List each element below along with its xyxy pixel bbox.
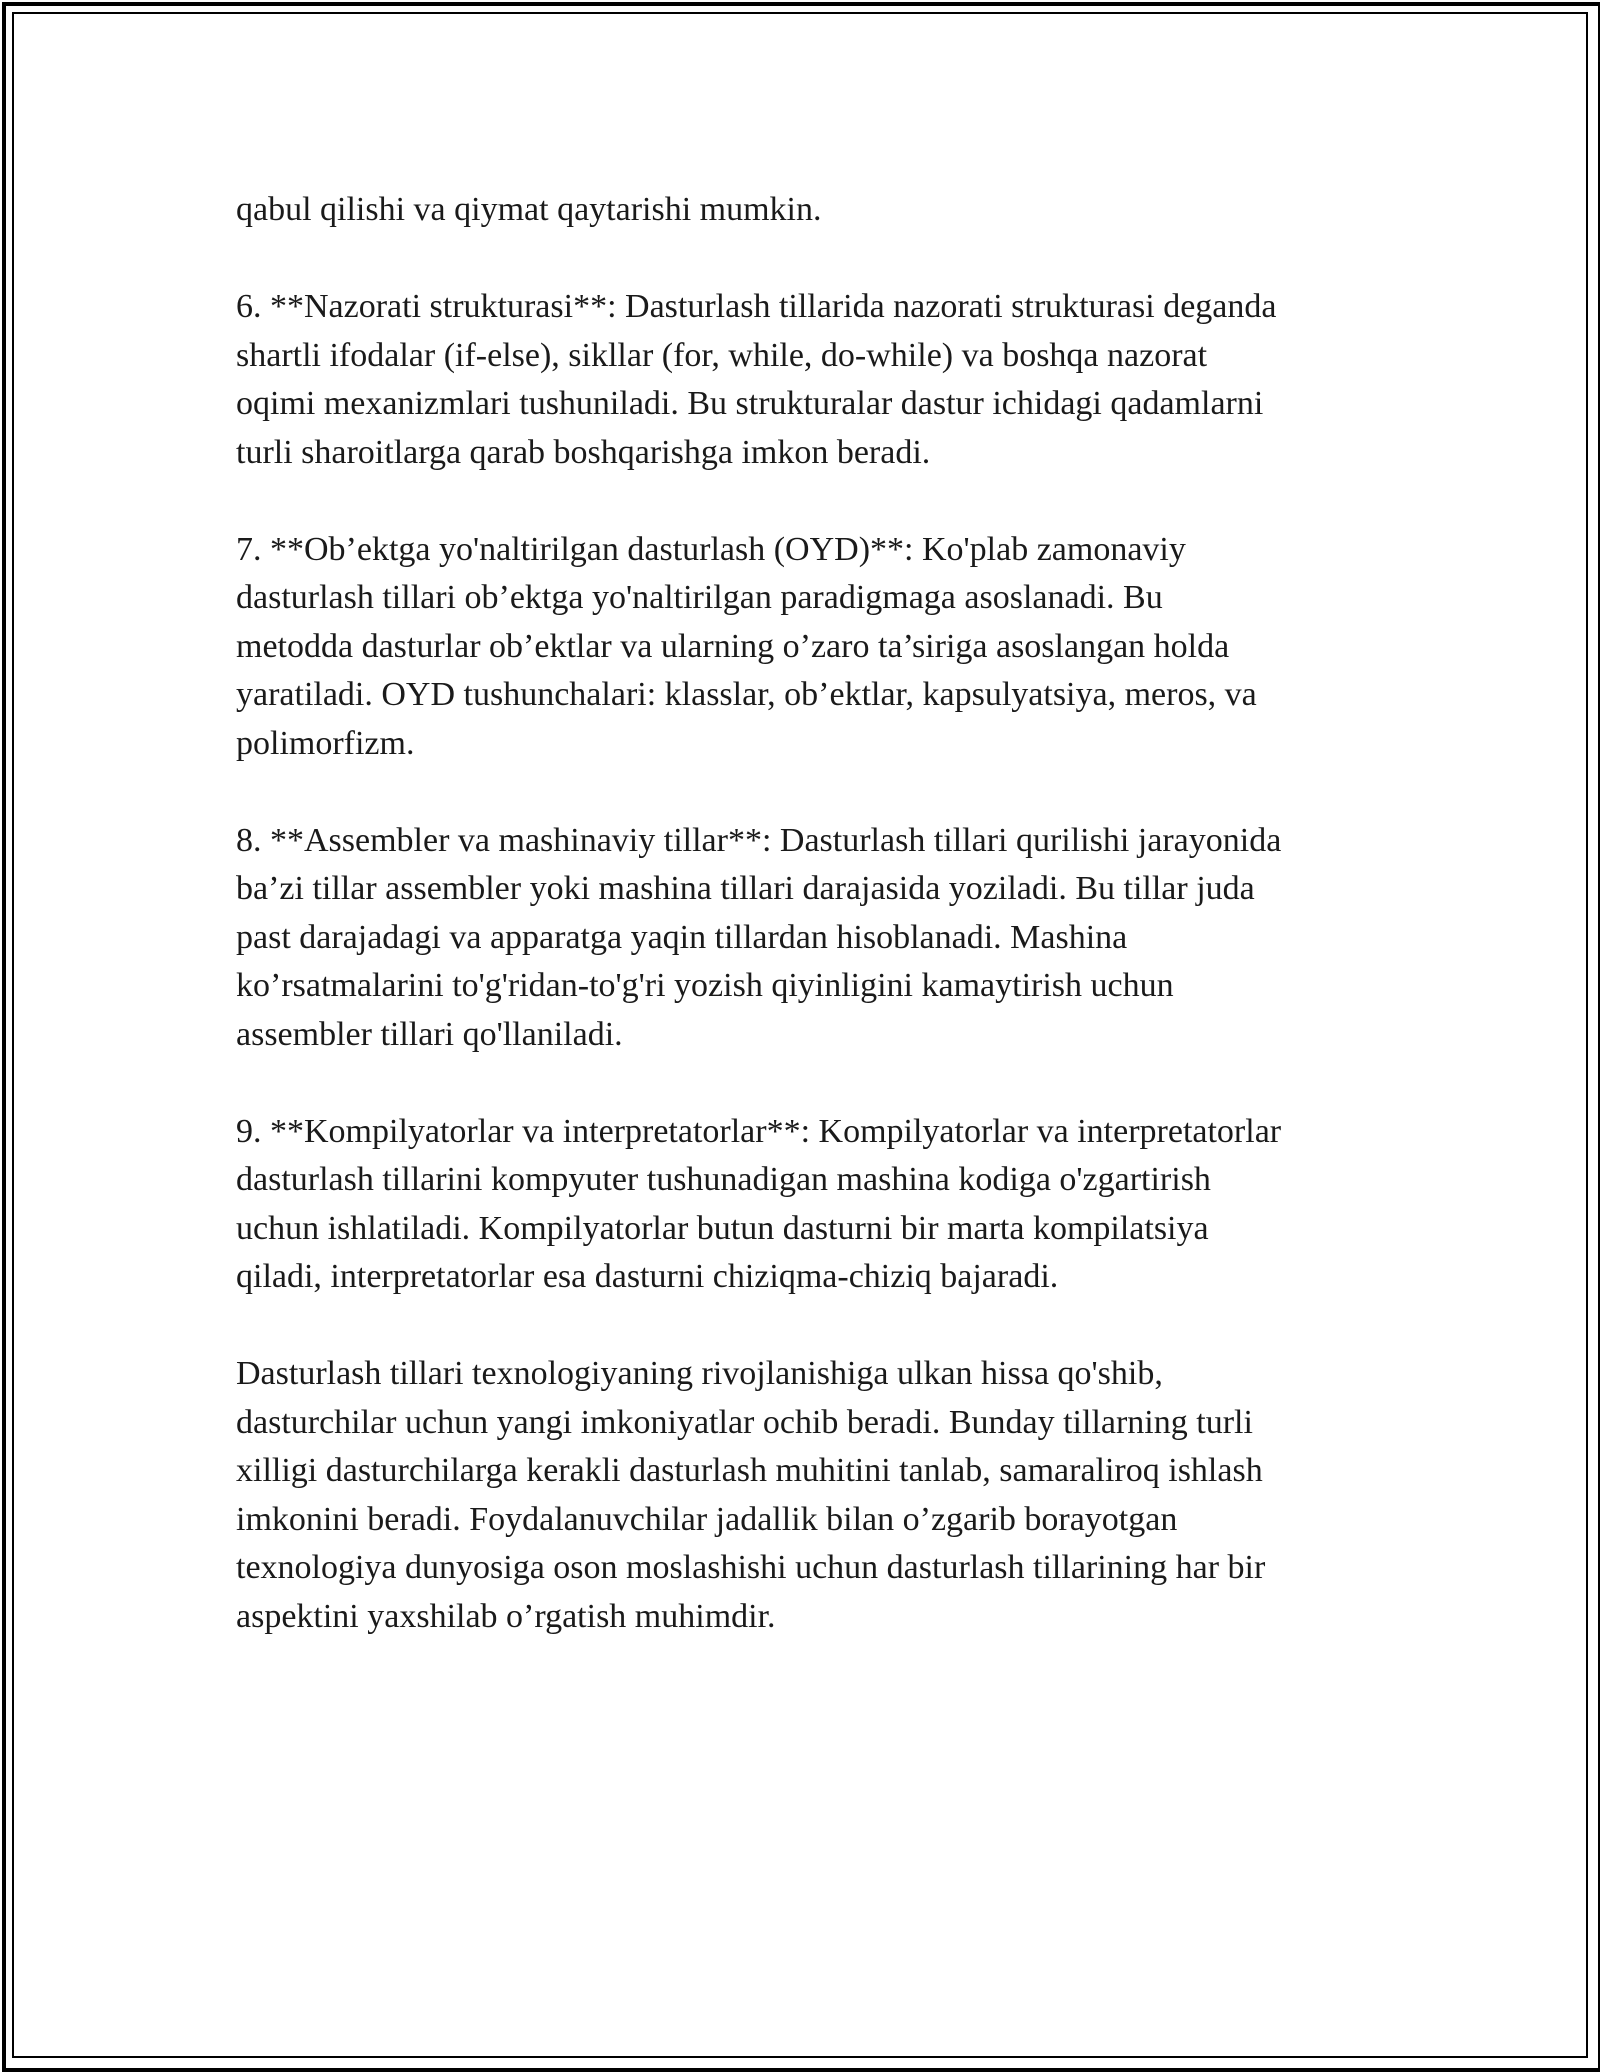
paragraph-item-6 xyxy=(236,283,1374,477)
text-line: qabul qilishi va qiymat qaytarishi mumkin. xyxy=(236,191,822,228)
text-line: xilligi dasturchilarga kerakli dasturlash muhitini tanlab, samaraliroq ishlash xyxy=(236,1452,1263,1489)
text-line: 8. **Assembler va mashinaviy tillar**: Dasturlash tillari qurilishi jarayonida xyxy=(236,821,1282,859)
text-line: polimorfizm. xyxy=(236,724,415,762)
text-line: assembler tillari qo'llaniladi. xyxy=(236,1015,623,1053)
text-line: 7. **Ob’ektga yo'naltirilgan dasturlash (OYD)**: Ko'plab zamonaviy xyxy=(236,530,1186,568)
text-line: imkonini beradi. Foydalanuvchilar jadallik bilan o’zgarib borayotgan xyxy=(236,1500,1178,1538)
text-line: 9. **Kompilyatorlar va interpretatorlar**: Kompilyatorlar va interpretatorlar xyxy=(236,1112,1282,1150)
text-line: oqimi mexanizmlari tushuniladi. Bu strukturalar dastur ichidagi qadamlarni xyxy=(236,385,1264,422)
paragraph-continuation xyxy=(236,186,1374,235)
text-line: ko’rsatmalarini to'g'ridan-to'g'ri yozish qiyinligini kamaytirish uchun xyxy=(236,967,1174,1004)
text-line: qiladi, interpretatorlar esa dasturni chiziqma-chiziq bajaradi. xyxy=(236,1258,1059,1295)
text-line: uchun ishlatiladi. Kompilyatorlar butun dasturni bir marta kompilatsiya xyxy=(236,1209,1209,1247)
paragraph-conclusion xyxy=(236,1350,1374,1641)
text-line: turli sharoitlarga qarab boshqarishga imkon beradi. xyxy=(236,433,931,471)
text-line: 6. **Nazorati strukturasi**: Dasturlash tillarida nazorati strukturasi deganda xyxy=(236,288,1277,325)
text-line: yaratiladi. OYD tushunchalari: klasslar, ob’ektlar, kapsulyatsiya, meros, va xyxy=(236,676,1257,713)
text-line: dasturlash tillari ob’ektga yo'naltirilgan paradigmaga asoslanadi. Bu xyxy=(236,579,1163,616)
paragraph-item-9 xyxy=(236,1108,1374,1302)
paragraph-item-7 xyxy=(236,526,1374,769)
text-line: dasturlash tillarini kompyuter tushunadigan mashina kodiga o'zgartirish xyxy=(236,1161,1211,1198)
text-line: past darajadagi va apparatga yaqin tillardan hisoblanadi. Mashina xyxy=(236,918,1128,956)
text-line: Dasturlash tillari texnologiyaning rivojlanishiga ulkan hissa qo'shib, xyxy=(236,1355,1163,1392)
paragraph-item-8 xyxy=(236,817,1374,1060)
text-line: shartli ifodalar (if-else), sikllar (for, while, do-while) va boshqa nazorat xyxy=(236,336,1208,374)
text-line: ba’zi tillar assembler yoki mashina tillari darajasida yoziladi. Bu tillar juda xyxy=(236,870,1255,907)
text-line: metodda dasturlar ob’ektlar va ularning o’zaro ta’siriga asoslangan holda xyxy=(236,627,1230,665)
text-line: texnologiya dunyosiga oson moslashishi uchun dasturlash tillarining har bir xyxy=(236,1549,1266,1586)
text-line: dasturchilar uchun yangi imkoniyatlar ochib beradi. Bunday tillarning turli xyxy=(236,1403,1253,1441)
document-body xyxy=(236,186,1374,1690)
text-line: aspektini yaxshilab o’rgatish muhimdir. xyxy=(236,1597,776,1635)
